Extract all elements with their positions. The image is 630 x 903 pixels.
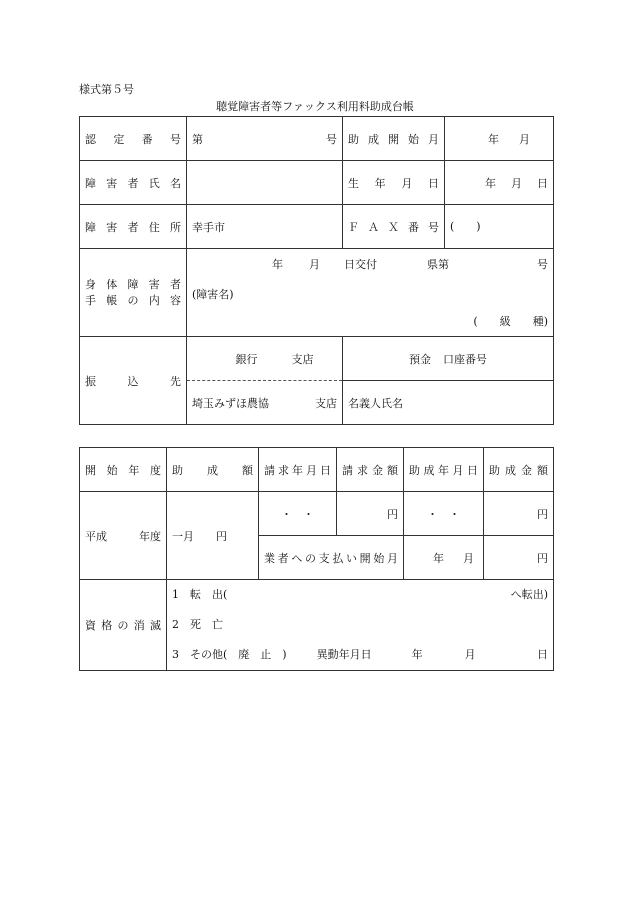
cancel-label: 資格の消滅: [80, 580, 167, 671]
vendor-start-field[interactable]: 年 月: [404, 536, 484, 580]
address-label: 障害者住所: [80, 205, 187, 249]
bank-field[interactable]: 銀行 支店: [187, 337, 343, 381]
fax-label: ＦＡＸ番号: [343, 205, 445, 249]
vendor-start-label: 業者への支払い開始月: [259, 536, 404, 580]
name-label: 障害者氏名: [80, 161, 187, 205]
registration-table: [79, 116, 554, 425]
dob-field[interactable]: 年 月 日: [445, 161, 554, 205]
dob-label: 生年月日: [343, 161, 445, 205]
handbook-label: 身体障害者 手帳の内容: [80, 249, 187, 337]
col-amount: 助成額: [167, 448, 259, 492]
cert-number-field[interactable]: 第 号: [187, 117, 343, 161]
vendor-amount-field[interactable]: 円: [484, 536, 554, 580]
col-start-year: 開始年度: [80, 448, 167, 492]
name-field[interactable]: [187, 161, 343, 205]
cert-number-label: 認定番号: [80, 117, 187, 161]
transfer-label: 振込先: [80, 337, 187, 425]
fiscal-year-field[interactable]: 平成 年度: [80, 492, 167, 580]
col-subsidy-amount: 助成金額: [484, 448, 554, 492]
fax-field[interactable]: ( ): [445, 205, 554, 249]
col-request-date: 請求年月日: [259, 448, 337, 492]
subsidy-table: [79, 447, 554, 671]
form-number: 様式第５号: [79, 83, 134, 96]
request-date-field[interactable]: ・ ・: [259, 492, 337, 536]
handbook-field[interactable]: 年 月 日交付 県第 号 (障害名) ( 級 種): [187, 249, 554, 337]
address-field[interactable]: 幸手市: [187, 205, 343, 249]
holder-name-field[interactable]: 名義人氏名: [343, 381, 554, 425]
account-field[interactable]: 預金 口座番号: [343, 337, 554, 381]
col-request-amount: 請求金額: [337, 448, 404, 492]
start-month-field[interactable]: 年 月: [445, 117, 554, 161]
monthly-amount-field[interactable]: 一月 円: [167, 492, 259, 580]
disability-name: (障害名): [192, 288, 234, 301]
request-amount-field[interactable]: 円: [337, 492, 404, 536]
coop-field[interactable]: 埼玉みずほ農協 支店: [187, 381, 343, 425]
page-title: 聴覚障害者等ファックス利用料助成台帳: [216, 100, 414, 113]
subsidy-date-field[interactable]: ・ ・: [404, 492, 484, 536]
col-subsidy-date: 助成年月日: [404, 448, 484, 492]
cancel-field[interactable]: 1 転 出( へ転出) 2 死 亡 3 その他( 廃 止 ) 異動年月日 年 月 日: [167, 580, 554, 671]
start-month-label: 助成開始月: [343, 117, 445, 161]
subsidy-amount-field[interactable]: 円: [484, 492, 554, 536]
